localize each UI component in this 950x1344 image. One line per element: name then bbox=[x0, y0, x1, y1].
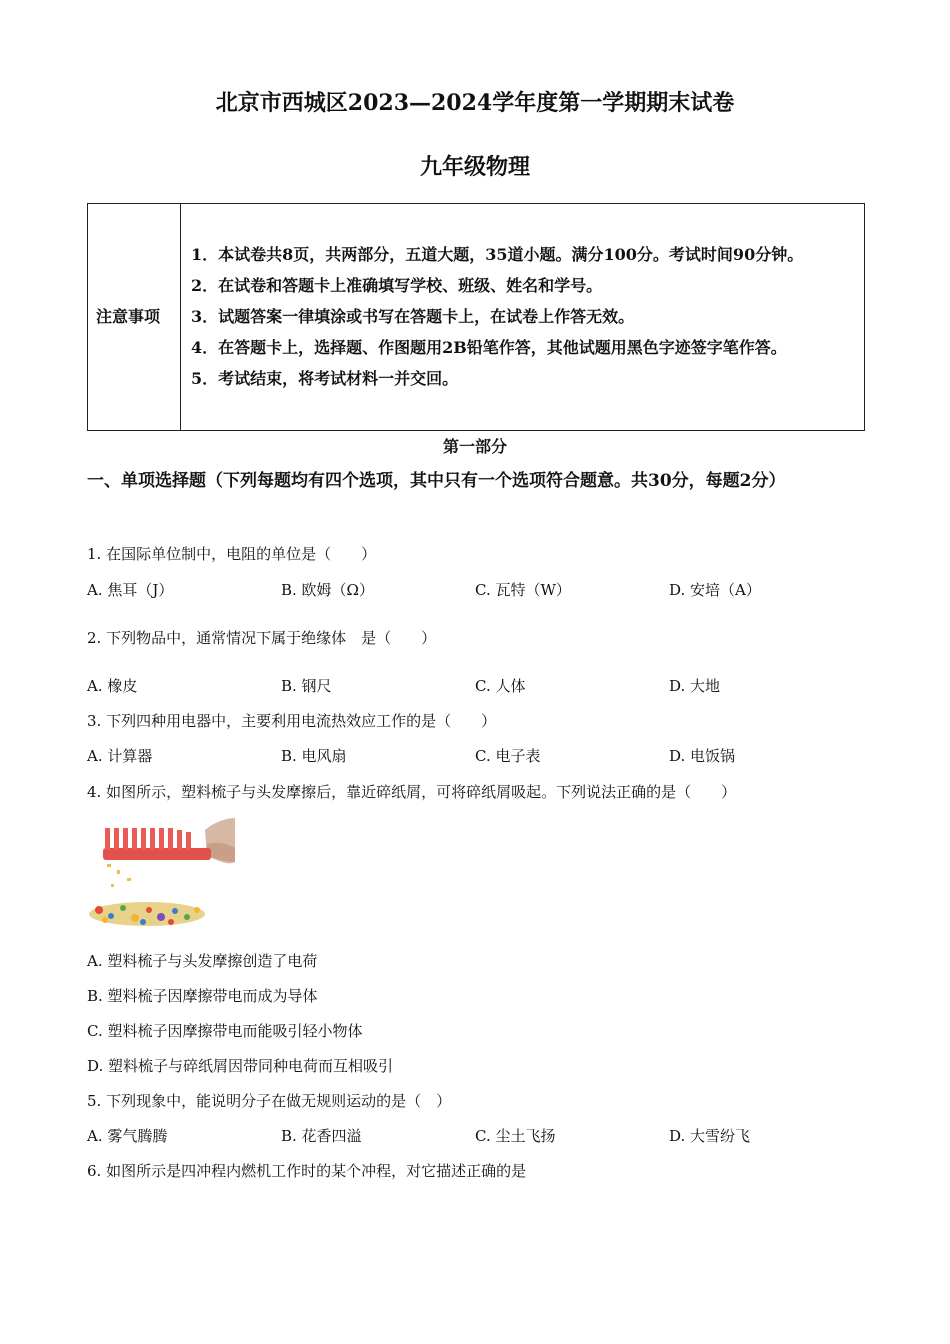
question-4-stem: 4. 如图所示，塑料梳子与头发摩擦后，靠近碎纸屑，可将碎纸屑吸起。下列说法正确的是（ ） bbox=[87, 783, 737, 801]
question-4-option-a: A. 塑料梳子与头发摩擦创造了电荷 bbox=[87, 952, 318, 970]
question-1-option-d: D. 安培（A） bbox=[669, 581, 761, 599]
question-3-option-a: A. 计算器 bbox=[87, 747, 153, 765]
question-5-option-d: D. 大雪纷飞 bbox=[669, 1127, 751, 1145]
notice-item: 4．在答题卡上，选择题、作图题用2B铅笔作答，其他试题用黑色字迹签字笔作答。 bbox=[191, 338, 787, 357]
question-3-option-c: C. 电子表 bbox=[475, 747, 541, 765]
question-1-option-b: B. 欧姆（Ω） bbox=[281, 581, 374, 599]
section-title: 一、单项选择题（下列每题均有四个选项，其中只有一个选项符合题意。共30分，每题2分） bbox=[87, 471, 786, 491]
question-1-stem: 1. 在国际单位制中，电阻的单位是（ ） bbox=[87, 545, 377, 563]
question-6-stem: 6. 如图所示是四冲程内燃机工作时的某个冲程，对它描述正确的是 bbox=[87, 1162, 527, 1180]
question-2-stem: 2. 下列物品中，通常情况下属于绝缘体 是（ ） bbox=[87, 629, 437, 647]
notice-item: 5．考试结束，将考试材料一并交回。 bbox=[191, 369, 459, 388]
comb-photo bbox=[87, 818, 235, 928]
exam-subtitle: 九年级物理 bbox=[419, 154, 530, 180]
question-3-option-b: B. 电风扇 bbox=[281, 747, 347, 765]
question-3-option-d: D. 电饭锅 bbox=[669, 747, 736, 765]
question-2-option-b: B. 钢尺 bbox=[281, 677, 332, 695]
question-4-option-d: D. 塑料梳子与碎纸屑因带同种电荷而互相吸引 bbox=[87, 1057, 394, 1075]
question-5-option-b: B. 花香四溢 bbox=[281, 1127, 362, 1145]
exam-title: 北京市西城区2023—2024学年度第一学期期末试卷 bbox=[215, 90, 735, 116]
notice-items bbox=[181, 204, 865, 431]
question-2-option-c: C. 人体 bbox=[475, 677, 526, 695]
question-5-option-c: C. 尘土飞扬 bbox=[475, 1127, 556, 1145]
question-4-option-b: B. 塑料梳子因摩擦带电而成为导体 bbox=[87, 987, 318, 1005]
part-title: 第一部分 bbox=[442, 437, 507, 456]
question-5-stem: 5. 下列现象中，能说明分子在做无规则运动的是（ ） bbox=[87, 1092, 452, 1110]
notice-item: 3．试题答案一律填涂或书写在答题卡上，在试卷上作答无效。 bbox=[191, 307, 635, 326]
notice-table bbox=[87, 203, 865, 431]
question-1-option-a: A. 焦耳（J） bbox=[87, 581, 174, 599]
question-2-option-a: A. 橡皮 bbox=[87, 677, 138, 695]
question-4-option-c: C. 塑料梳子因摩擦带电而能吸引轻小物体 bbox=[87, 1022, 363, 1040]
notice-label: 注意事项 bbox=[88, 204, 181, 431]
question-3-stem: 3. 下列四种用电器中，主要利用电流热效应工作的是（ ） bbox=[87, 712, 497, 730]
question-5-option-a: A. 雾气腾腾 bbox=[87, 1127, 168, 1145]
question-1-option-c: C. 瓦特（W） bbox=[475, 581, 571, 599]
notice-item: 1．本试卷共8页，共两部分，五道大题，35道小题。满分100分。考试时间90分钟。 bbox=[191, 245, 804, 264]
notice-item: 2．在试卷和答题卡上准确填写学校、班级、姓名和学号。 bbox=[191, 276, 603, 295]
question-2-option-d: D. 大地 bbox=[669, 677, 721, 695]
